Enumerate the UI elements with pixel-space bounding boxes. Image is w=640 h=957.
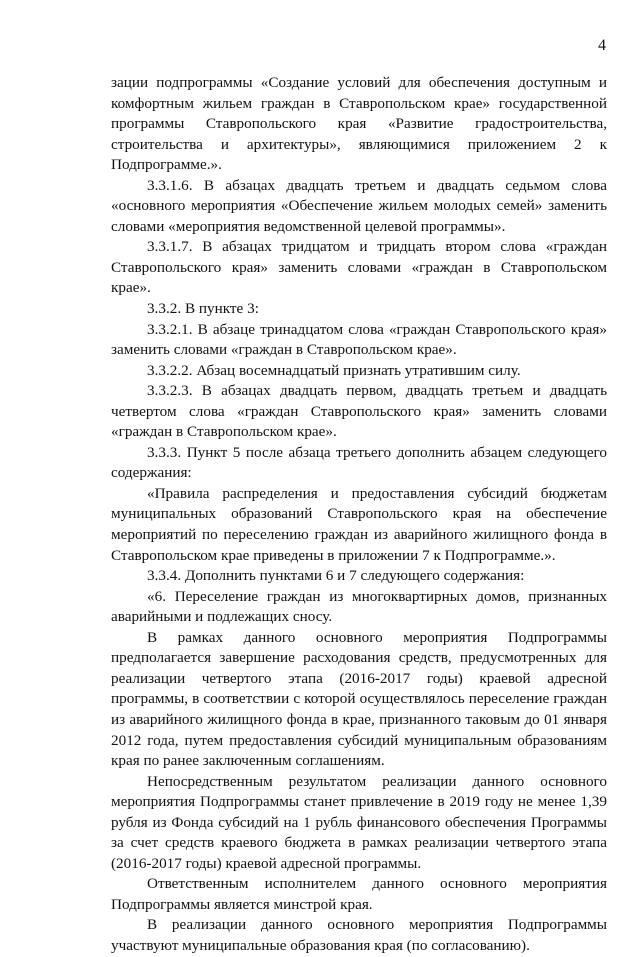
paragraph-framework: В рамках данного основного мероприятия Подпрограммы предполагается завершение расходования средств, предусмотренных для реализации четвертого этапа (2016-2017 годы) краевой адресной программы, в соответствии с которой осуществлялось переселение граждан из аварийного жилищного фонда в крае, признанного таковым до 01 января 2012 года, путем предоставления субсидий муниципальным образованиям края по ранее заключенным соглашениям. bbox=[111, 628, 607, 770]
paragraph-3-3-1-6: 3.3.1.6. В абзацах двадцать третьем и двадцать седьмом слова «основного мероприятия «Обеспечение жильем молодых семей» заменить словами «мероприятия ведомственной целевой программы». bbox=[111, 176, 607, 235]
paragraph-item-6: «6. Переселение граждан из многоквартирных домов, признанных аварийными и подлежащих сносу. bbox=[111, 587, 607, 626]
paragraph-continuation: зации подпрограммы «Создание условий для обеспечения доступным и комфортным жильем граждан в Ставропольском крае» государственной программы Ставропольского края «Развитие градостроительства, строительства и архитектуры», являющимися приложением 2 к Подпрограмме.». bbox=[111, 74, 607, 174]
paragraph-result: Непосредственным результатом реализации данного основного мероприятия Подпрограммы станет привлечение в 2019 году не менее 1,39 рубля из Фонда субсидий на 1 рубль финансового обеспечения Программы за счет средств краевого бюджета в рамках реализации четвертого этапа (2016-2017 годы) краевой адресной программы. bbox=[111, 772, 607, 872]
paragraph-responsible: Ответственным исполнителем данного основного мероприятия Подпрограммы является минстрой края. bbox=[111, 875, 607, 913]
document-body bbox=[111, 73, 607, 957]
paragraph-3-3-4: 3.3.4. Дополнить пунктами 6 и 7 следующего содержания: bbox=[147, 567, 525, 585]
paragraph-3-3-2-3: 3.3.2.3. В абзацах двадцать первом, двадцать третьем и двадцать четвертом слова «граждан Ставропольского края» заменить словами «граждан в Ставропольском крае». bbox=[111, 382, 607, 441]
paragraph-3-3-3: 3.3.3. Пункт 5 после абзаца третьего дополнить абзацем следующего содержания: bbox=[111, 443, 607, 482]
paragraph-quoted-rules: «Правила распределения и предоставления субсидий бюджетам муниципальных образований Ставропольского края на обеспечение мероприятий по переселению граждан из аварийного жилищного фонда в Ставропольском крае приведены в приложении 7 к Подпрограмме.». bbox=[111, 484, 607, 564]
paragraph-3-3-1-7: 3.3.1.7. В абзацах тридцатом и тридцать втором слова «граждан Ставропольского края» заменить словами «граждан в Ставропольском крае». bbox=[111, 238, 607, 297]
paragraph-3-3-2-1: 3.3.2.1. В абзаце тринадцатом слова «граждан Ставропольского края» заменить словами «граждан в Ставропольском крае». bbox=[111, 320, 607, 359]
paragraph-3-3-2-2: 3.3.2.2. Абзац восемнадцатый признать утратившим силу. bbox=[147, 361, 521, 379]
paragraph-participants: В реализации данного основного мероприятия Подпрограммы участвуют муниципальные образования края (по согласованию). bbox=[111, 916, 607, 954]
page-number: 4 bbox=[598, 37, 606, 54]
paragraph-3-3-2: 3.3.2. В пункте 3: bbox=[147, 300, 259, 318]
